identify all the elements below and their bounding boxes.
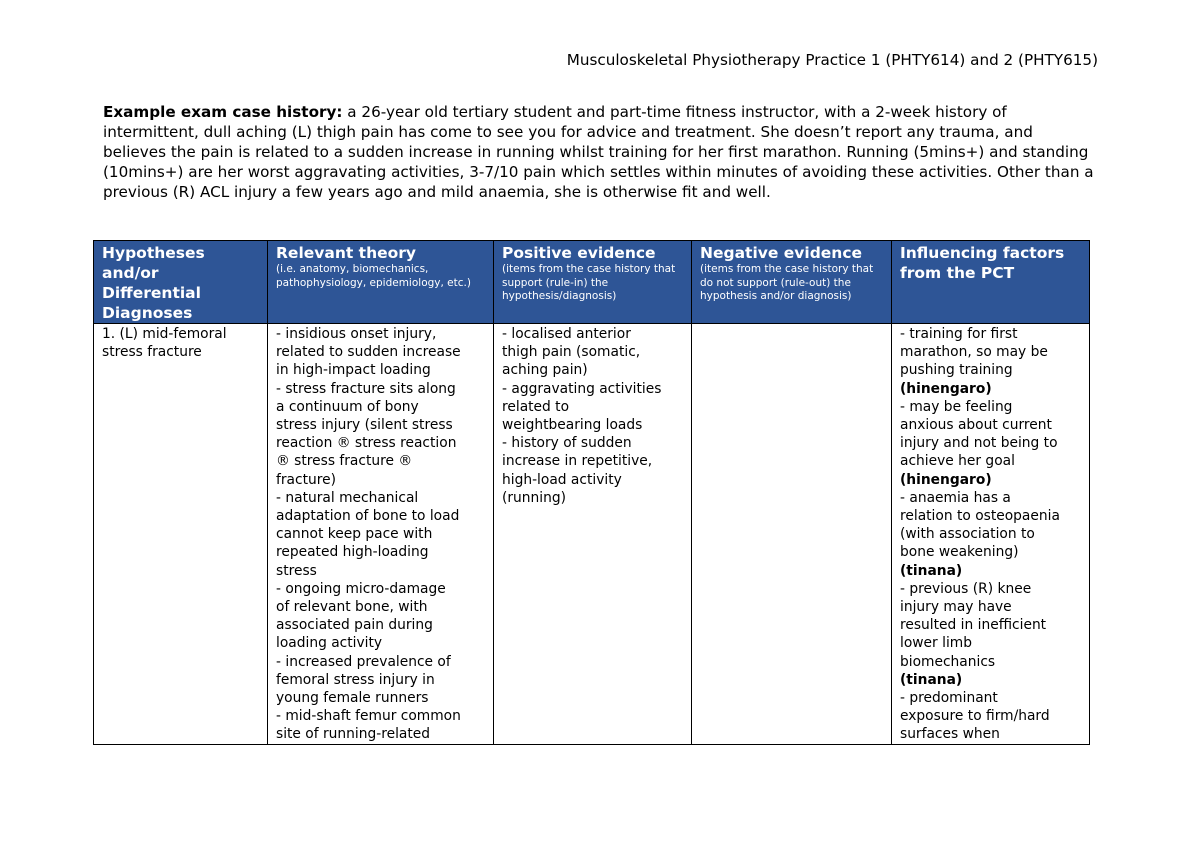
table-header-row [94, 241, 1090, 324]
cell-negative-evidence [692, 324, 892, 745]
cell-line: - previous (R) knee [900, 580, 1032, 597]
cell-line: adaptation of bone to load [276, 508, 460, 525]
cell-line: femoral stress injury in [276, 671, 435, 688]
header-negative-evidence-subtitle: (items from the case history that do not support (rule-out) the hypothesis and/or diagnosis) [700, 263, 874, 302]
cell-line: - mid-shaft femur common [276, 708, 461, 725]
cell-positive-evidence [494, 324, 692, 745]
header-relevant-theory-title: Relevant theory [276, 244, 417, 262]
header-positive-evidence-subtitle: (items from the case history that support (rule-in) the hypothesis/diagnosis) [502, 263, 676, 302]
case-history-text: a 26-year old tertiary student and part-time fitness instructor, with a 2-week history of intermittent, dull aching (L) thigh pain has come to see you for advice and treatment. She doesn’t report any trauma, and believes the pain is related to a sudden increase in running whilst training for her first marathon. Running (5mins+) and standing (10mins+) are her worst aggravating activities, 3-7/10 pain which settles within minutes of avoiding these activities. Other than a previous (R) ACL injury a few years ago and mild anaemia, she is otherwise fit and well. [103, 103, 1094, 201]
cell-line: - insidious onset injury, [276, 326, 437, 342]
cell-line: high-load activity [502, 471, 622, 488]
cell-line: injury and not being to [900, 435, 1058, 452]
cell-line: young female runners [276, 690, 429, 707]
cell-line: increase in repetitive, [502, 453, 653, 470]
cell-line: (with association to [900, 526, 1035, 543]
cell-line: - ongoing micro-damage [276, 580, 446, 597]
cell-line: relation to osteopaenia [900, 508, 1060, 525]
cell-line: related to sudden increase [276, 344, 461, 361]
cell-line: (hinengaro) [900, 471, 992, 488]
cell-line: - aggravating activities [502, 380, 662, 397]
cell-line: of relevant bone, with [276, 599, 428, 616]
cell-line: achieve her goal [900, 453, 1015, 470]
cell-line: stress injury (silent stress [276, 417, 453, 434]
cell-line: cannot keep pace with [276, 526, 433, 543]
cell-line: surfaces when [900, 726, 1000, 743]
cell-line: associated pain during [276, 617, 433, 634]
cell-line: a continuum of bony [276, 398, 419, 415]
header-relevant-theory-subtitle: (i.e. anatomy, biomechanics, pathophysiology, epidemiology, etc.) [276, 263, 471, 289]
cell-line: stress fracture [102, 344, 202, 361]
cell-line: injury may have [900, 599, 1012, 616]
cell-line: bone weakening) [900, 544, 1019, 561]
cell-line: - natural mechanical [276, 489, 419, 506]
cell-line: aching pain) [502, 362, 588, 379]
cell-line: - anaemia has a [900, 489, 1011, 506]
case-history-paragraph [103, 102, 1098, 202]
clinical-reasoning-table [93, 240, 1090, 745]
cell-line: - increased prevalence of [276, 653, 451, 670]
case-history-label: Example exam case history: [103, 103, 343, 121]
header-hypotheses [94, 241, 268, 324]
cell-line: stress [276, 562, 317, 579]
cell-line: - may be feeling [900, 398, 1013, 415]
header-negative-evidence [692, 241, 892, 324]
cell-line: marathon, so may be [900, 344, 1048, 361]
cell-line: anxious about current [900, 417, 1052, 434]
cell-line: ® stress fracture ® [276, 453, 413, 470]
cell-line: lower limb [900, 635, 972, 652]
header-relevant-theory [268, 241, 494, 324]
cell-line: (running) [502, 489, 567, 506]
cell-line: repeated high-loading [276, 544, 429, 561]
header-positive-evidence [494, 241, 692, 324]
cell-line: fracture) [276, 471, 336, 488]
cell-line: related to [502, 398, 570, 415]
cell-line: reaction ® stress reaction [276, 435, 457, 452]
header-positive-evidence-title: Positive evidence [502, 244, 656, 262]
cell-hypothesis [94, 324, 268, 745]
cell-line: in high-impact loading [276, 362, 431, 379]
header-influencing-factors-title: Influencing factors from the PCT [900, 244, 1065, 282]
cell-line: - localised anterior [502, 326, 631, 342]
cell-line: thigh pain (somatic, [502, 344, 641, 361]
cell-line: (tinana) [900, 671, 963, 688]
cell-line: (tinana) [900, 562, 963, 579]
cell-line: biomechanics [900, 653, 996, 670]
cell-line: - history of sudden [502, 435, 632, 452]
cell-line: site of running-related [276, 726, 431, 743]
cell-line: - stress fracture sits along [276, 380, 456, 397]
table-row [94, 324, 1090, 745]
cell-line: weightbearing loads [502, 417, 643, 434]
cell-line: resulted in inefficient [900, 617, 1047, 634]
cell-line: exposure to firm/hard [900, 708, 1050, 725]
document-header: Musculoskeletal Physiotherapy Practice 1 (PHTY614) and 2 (PHTY615) [566, 51, 1098, 69]
cell-line: (hinengaro) [900, 380, 992, 397]
cell-line: loading activity [276, 635, 383, 652]
cell-relevant-theory [268, 324, 494, 745]
header-negative-evidence-title: Negative evidence [700, 244, 863, 262]
cell-line: - training for first [900, 326, 1018, 342]
cell-line: 1. (L) mid-femoral [102, 326, 227, 342]
cell-influencing-factors [892, 324, 1090, 745]
header-hypotheses-title: Hypotheses and/or Differential Diagnoses [102, 244, 205, 322]
cell-line: - predominant [900, 690, 998, 707]
cell-line: pushing training [900, 362, 1013, 379]
header-influencing-factors [892, 241, 1090, 324]
